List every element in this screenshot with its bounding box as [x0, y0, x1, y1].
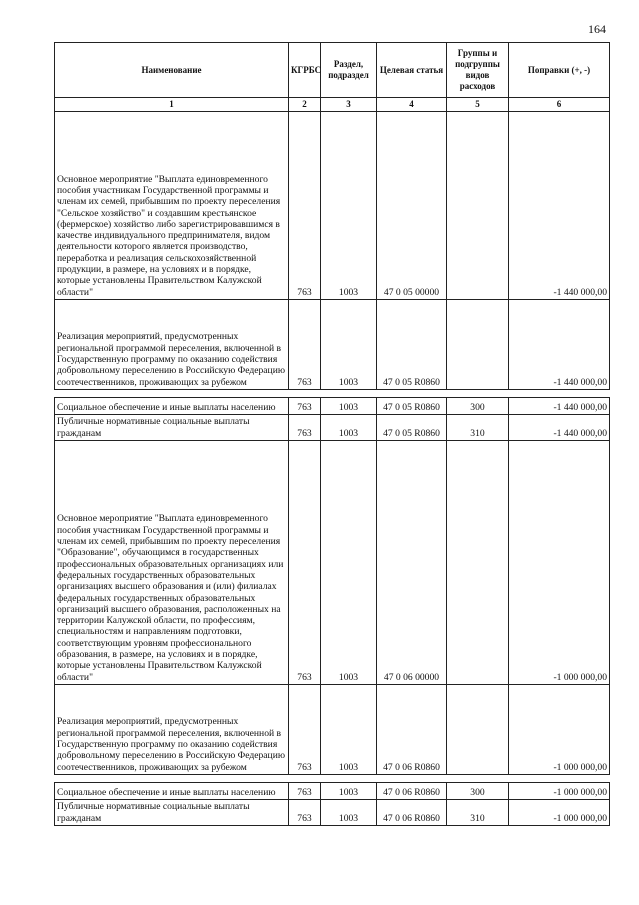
column-number: 2	[289, 98, 321, 112]
row-name: Реализация мероприятий, предусмотренных региональной программой переселения, включенной в Государственную программу по оказанию содействия добровольному переселению в Российскую Федерацию соотечественников, проживающих за рубежом	[55, 300, 289, 390]
row-name: Основное мероприятие "Выплата единовременного пособия участникам Государственной программы и членам их семей, прибывшим по проекту переселения "Образование", обучающимся в государственных профессиональных образовательных организациях или федеральных государственных образовательных организациях высшего образования и (или) филиалах федеральных государственных образовательных организаций высшего образования, расположенных на территории Калужской области, по профессиям, специальностям и направлениям подготовки, соответствующим уровням профессионального образования, в размере, на условиях и в порядке, которые установлены Правительством Калужской области"	[55, 441, 289, 685]
row-target: 47 0 05 R0860	[377, 398, 447, 415]
table-row	[55, 112, 610, 300]
column-number: 6	[509, 98, 610, 112]
row-section: 1003	[321, 398, 377, 415]
row-section: 1003	[321, 300, 377, 390]
row-gap	[55, 775, 610, 783]
row-kgrbs: 763	[289, 398, 321, 415]
column-number: 4	[377, 98, 447, 112]
row-amount: -1 000 000,00	[509, 800, 610, 826]
row-name: Публичные нормативные социальные выплаты гражданам	[55, 415, 289, 441]
header-group: Группы и подгруппы видов расходов	[447, 43, 509, 98]
row-kgrbs: 763	[289, 783, 321, 800]
row-section: 1003	[321, 112, 377, 300]
row-group	[447, 112, 509, 300]
table-header-row	[55, 43, 610, 98]
row-section: 1003	[321, 783, 377, 800]
row-target: 47 0 06 R0860	[377, 783, 447, 800]
row-gap	[55, 390, 610, 398]
header-name: Наименование	[55, 43, 289, 98]
row-amount: -1 000 000,00	[509, 441, 610, 685]
table-row	[55, 441, 610, 685]
row-amount: -1 000 000,00	[509, 783, 610, 800]
row-target: 47 0 06 R0860	[377, 685, 447, 775]
row-section: 1003	[321, 800, 377, 826]
row-group: 310	[447, 800, 509, 826]
header-target: Целевая статья	[377, 43, 447, 98]
table-row	[55, 685, 610, 775]
column-number: 3	[321, 98, 377, 112]
table-row	[55, 398, 610, 415]
column-number-row	[55, 98, 610, 112]
table-row	[55, 300, 610, 390]
row-group: 300	[447, 398, 509, 415]
row-amount: -1 440 000,00	[509, 112, 610, 300]
row-kgrbs: 763	[289, 112, 321, 300]
row-amount: -1 440 000,00	[509, 300, 610, 390]
column-number: 1	[55, 98, 289, 112]
header-kgrbs: КГРБС	[289, 43, 321, 98]
budget-table	[54, 42, 610, 826]
table-row	[55, 800, 610, 826]
row-section: 1003	[321, 415, 377, 441]
row-kgrbs: 763	[289, 685, 321, 775]
row-section: 1003	[321, 685, 377, 775]
row-name: Основное мероприятие "Выплата единовременного пособия участникам Государственной программы и членам их семей, прибывшим по проекту переселения "Сельское хозяйство" и создавшим крестьянское (фермерское) хозяйство либо зарегистрировавшимся в качестве индивидуального предпринимателя, видом деятельности которого является производство, переработка и реализация сельскохозяйственной продукции, в размере, на условиях и в порядке, которые установлены Правительством Калужской области"	[55, 112, 289, 300]
row-target: 47 0 05 R0860	[377, 415, 447, 441]
row-name: Реализация мероприятий, предусмотренных региональной программой переселения, включенной в Государственную программу по оказанию содействия добровольному переселению в Российскую Федерацию соотечественников, проживающих за рубежом	[55, 685, 289, 775]
table-row	[55, 783, 610, 800]
row-kgrbs: 763	[289, 441, 321, 685]
row-group	[447, 300, 509, 390]
row-target: 47 0 06 00000	[377, 441, 447, 685]
row-group	[447, 441, 509, 685]
row-name: Социальное обеспечение и иные выплаты населению	[55, 783, 289, 800]
row-kgrbs: 763	[289, 300, 321, 390]
row-target: 47 0 05 R0860	[377, 300, 447, 390]
header-amount: Поправки (+, -)	[509, 43, 610, 98]
row-section: 1003	[321, 441, 377, 685]
row-amount: -1 000 000,00	[509, 685, 610, 775]
row-target: 47 0 06 R0860	[377, 800, 447, 826]
row-kgrbs: 763	[289, 800, 321, 826]
row-group: 310	[447, 415, 509, 441]
row-group	[447, 685, 509, 775]
header-section: Раздел, подраздел	[321, 43, 377, 98]
row-group: 300	[447, 783, 509, 800]
page-number: 164	[588, 22, 606, 36]
table-row	[55, 415, 610, 441]
row-target: 47 0 05 00000	[377, 112, 447, 300]
row-amount: -1 440 000,00	[509, 415, 610, 441]
row-name: Публичные нормативные социальные выплаты гражданам	[55, 800, 289, 826]
row-amount: -1 440 000,00	[509, 398, 610, 415]
column-number: 5	[447, 98, 509, 112]
row-name: Социальное обеспечение и иные выплаты населению	[55, 398, 289, 415]
row-kgrbs: 763	[289, 415, 321, 441]
